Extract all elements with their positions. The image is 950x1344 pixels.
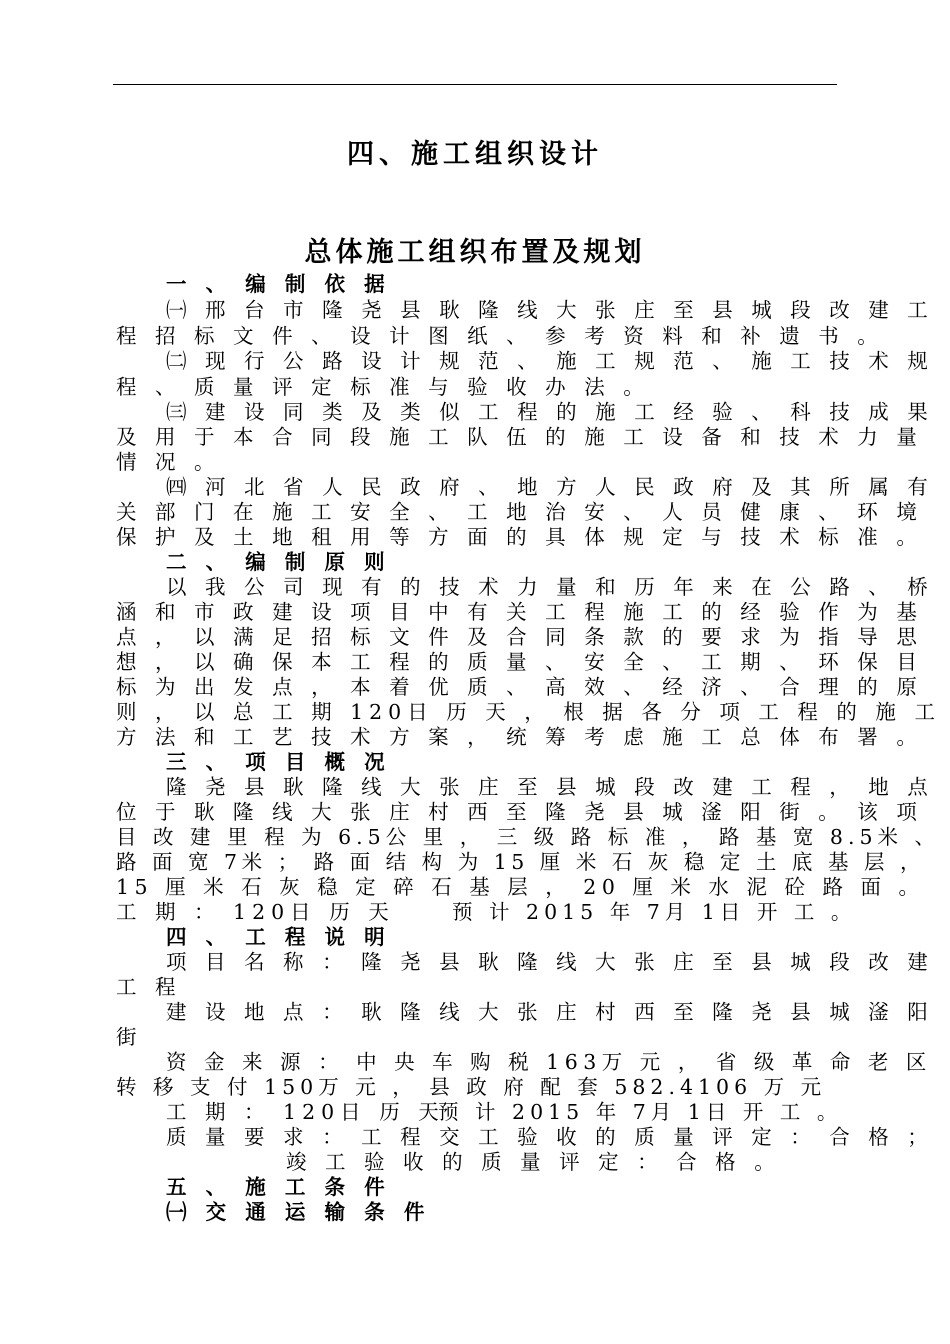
paragraph-line: 以 我 公 司 现 有 的 技 术 力 量 和 历 年 来 在 公 路 、 桥 [166,575,934,599]
header-rule [113,84,837,85]
paragraph-line: 目 改 建 里 程 为 6.5公 里 ， 三 级 路 标 准 ， 路 基 宽 8.5米 、 [116,825,941,849]
paragraph-line: 及 用 于 本 合 同 段 施 工 队 伍 的 施 工 设 备 和 技 术 力 量 [116,425,923,449]
paragraph-line: 街 [116,1025,143,1049]
paragraph-line: 项 目 名 称 ： 隆 尧 县 耿 隆 线 大 张 庄 至 县 城 段 改 建 [166,950,934,974]
subheading-transport: ㈠ 交 通 运 输 条 件 [166,1200,431,1224]
paragraph-line: 隆 尧 县 耿 隆 线 大 张 庄 至 县 城 段 改 建 工 程 ， 地 点 [166,775,934,799]
paragraph-line: 涵 和 市 政 建 设 项 目 中 有 关 工 程 施 工 的 经 验 作 为 基 [116,600,923,624]
paragraph-line: 点 ， 以 满 足 招 标 文 件 及 合 同 条 款 的 要 求 为 指 导 思 [116,625,923,649]
paragraph-line: 工 程 [116,975,182,999]
paragraph-line: 质 量 要 求 ： 工 程 交 工 验 收 的 质 量 评 定 ： 合 格 ； [166,1125,934,1149]
paragraph-line: 情 况 。 [116,450,221,474]
schedule-duration: 工 期 ： 120日 历 天 [116,900,395,924]
schedule-start: 预 计 2015 年 7月 1日 开 工 。 [438,1100,843,1124]
heading-description: 四 、 工 程 说 明 [166,925,391,949]
paragraph-line: 资 金 来 源 ： 中 央 车 购 税 163万 元 ， 省 级 革 命 老 区 [166,1050,932,1074]
paragraph-line: 方 法 和 工 艺 技 术 方 案 ， 统 筹 考 虑 施 工 总 体 布 署 。 [116,725,923,749]
paragraph-line: 则 ， 以 总 工 期 120日 历 天 ， 根 据 各 分 项 工 程 的 施 工 [116,700,941,724]
paragraph-line: 15 厘 米 石 灰 稳 定 碎 石 基 层 ， 20 厘 米 水 泥 砼 路 面 。 [116,875,925,899]
paragraph-line: ㈣ 河 北 省 人 民 政 府 、 地 方 人 民 政 府 及 其 所 属 有 [166,475,934,499]
paragraph-line: ㈡ 现 行 公 路 设 计 规 范 、 施 工 规 范 、 施 工 技 术 规 [166,349,934,373]
paragraph-line: ㈠ 邢 台 市 隆 尧 县 耿 隆 线 大 张 庄 至 县 城 段 改 建 工 [166,298,934,322]
paragraph-line: 关 部 门 在 施 工 安 全 、 工 地 治 安 、 人 员 健 康 、 环 境 [116,500,923,524]
paragraph-line: 标 为 出 发 点 ， 本 着 优 质 、 高 效 、 经 济 、 合 理 的 原 [116,675,923,699]
heading-basis: 一 、 编 制 依 据 [166,272,391,296]
page-title: 四、施工组织设计 [347,139,603,170]
paragraph-line: 建 设 地 点 ： 耿 隆 线 大 张 庄 村 西 至 隆 尧 县 城 滏 阳 [166,1000,934,1024]
paragraph-line: 位 于 耿 隆 线 大 张 庄 村 西 至 隆 尧 县 城 滏 阳 街 。 该 项 [116,800,923,824]
paragraph-line: 转 移 支 付 150万 元 ， 县 政 府 配 套 582.4106 万 元 [116,1075,827,1099]
paragraph-line: 保 护 及 土 地 租 用 等 方 面 的 具 体 规 定 与 技 术 标 准 。 [116,525,923,549]
schedule-start: 预 计 2015 年 7月 1日 开 工 。 [452,900,857,924]
schedule-duration: 工 期 ： 120日 历 天 [166,1100,445,1124]
heading-overview: 三 、 项 目 概 况 [166,750,391,774]
paragraph-line: 竣 工 验 收 的 质 量 评 定 ： 合 格 。 [286,1150,781,1174]
paragraph-line: 想 ， 以 确 保 本 工 程 的 质 量 、 安 全 、 工 期 、 环 保 目 [116,650,923,674]
paragraph-line: ㈢ 建 设 同 类 及 类 似 工 程 的 施 工 经 验 、 科 技 成 果 [166,400,934,424]
paragraph-line: 程 、 质 量 评 定 标 准 与 验 收 办 法 。 [116,375,650,399]
paragraph-line: 路 面 宽 7米 ； 路 面 结 构 为 15 厘 米 石 灰 稳 定 土 底 基 层 ， [116,850,925,874]
section-title: 总体施工组织布置及规划 [304,237,646,268]
heading-conditions: 五 、 施 工 条 件 [166,1175,391,1199]
paragraph-line: 程 招 标 文 件 、 设 计 图 纸 、 参 考 资 料 和 补 遗 书 。 [116,324,884,348]
heading-principles: 二 、 编 制 原 则 [166,550,391,574]
